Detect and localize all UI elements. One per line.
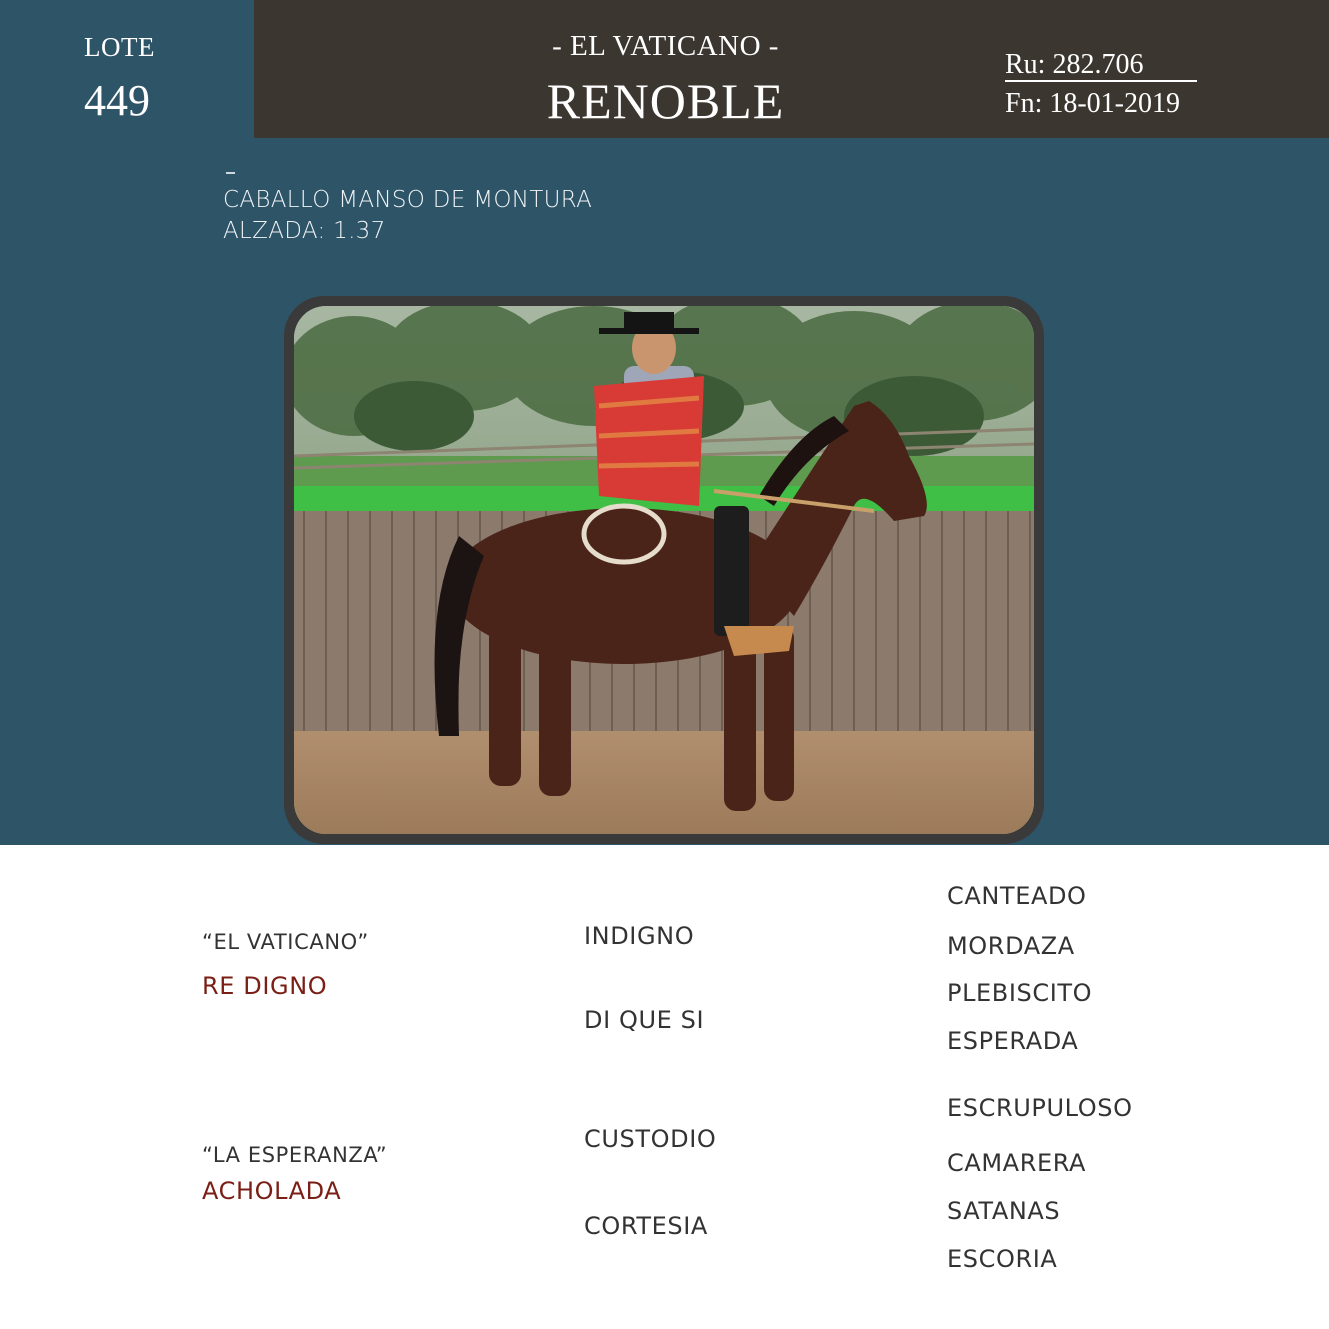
great-grandparent: SATANAS — [947, 1197, 1061, 1225]
lot-label: LOTE — [84, 32, 155, 62]
great-grandparent: CAMARERA — [947, 1149, 1087, 1177]
lot-number: 449 — [84, 76, 150, 125]
great-grandparent: MORDAZA — [947, 932, 1075, 960]
description-marker — [226, 172, 235, 174]
dam-name: ACHOLADA — [202, 1177, 342, 1205]
breeder-name: - EL VATICANO - — [552, 30, 779, 62]
photo-frame — [284, 296, 1044, 844]
horse-photo-illustration — [294, 306, 1034, 834]
sire-breeder: “EL VATICANO” — [202, 930, 369, 954]
dam-breeder: “LA ESPERANZA” — [202, 1143, 388, 1167]
horse-name: RENOBLE — [546, 73, 785, 129]
grandparent-dam-dam: CORTESIA — [584, 1212, 708, 1240]
horse-height: ALZADA: 1.37 — [223, 218, 386, 244]
great-grandparent: ESCRUPULOSO — [947, 1094, 1133, 1122]
birth-date: Fn: 18-01-2019 — [1005, 88, 1180, 119]
horse-type: CABALLO MANSO DE MONTURA — [223, 187, 593, 213]
rider-on-horse-photo — [294, 306, 1034, 834]
great-grandparent: ESCORIA — [947, 1245, 1058, 1273]
great-grandparent: ESPERADA — [947, 1027, 1079, 1055]
sire-name: RE DIGNO — [202, 972, 328, 1000]
registration-number: Ru: 282.706 — [1005, 50, 1197, 82]
great-grandparent: CANTEADO — [947, 882, 1087, 910]
grandparent-sire-dam: DI QUE SI — [584, 1006, 705, 1034]
grandparent-dam-sire: CUSTODIO — [584, 1125, 717, 1153]
great-grandparent: PLEBISCITO — [947, 979, 1093, 1007]
grandparent-sire-sire: INDIGNO — [584, 922, 695, 950]
